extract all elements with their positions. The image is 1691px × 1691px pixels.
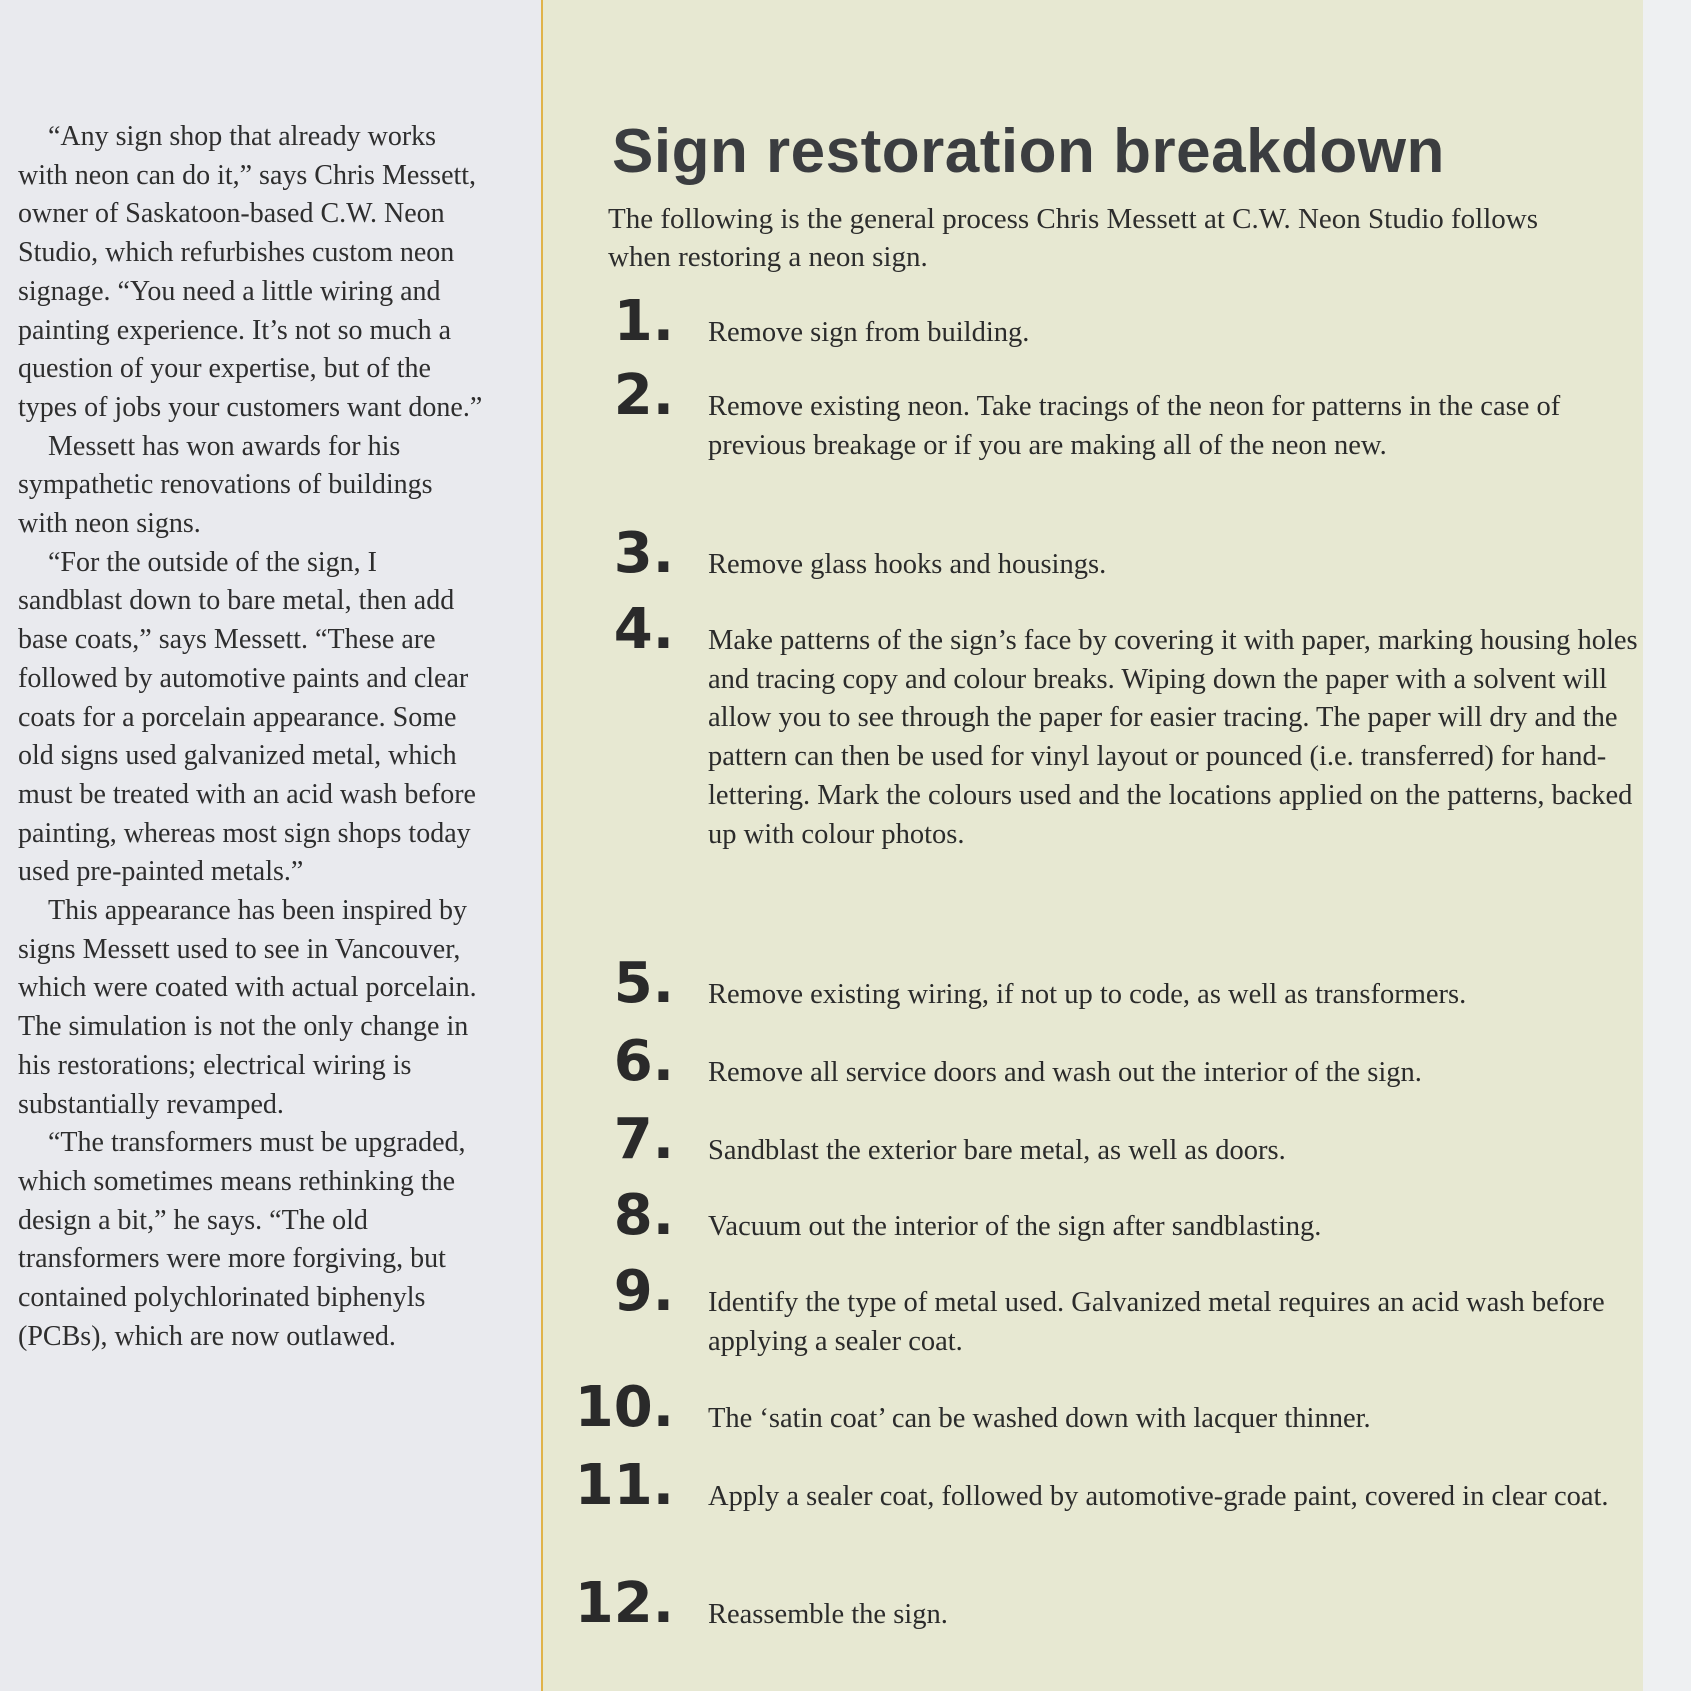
article-paragraph: “Any sign shop that already works with neon can do it,” says Chris Messett, owner of Saskatoon-based C.W. Neon Studio, which refurbishes custom neon signage. “You need a little wiring and painting experience. It’s not so much a question of your expertise, but of the types of jobs your customers want done.” [18,121,483,423]
step-number: 10. [574,1375,674,1440]
step-item [574,1453,1636,1536]
sidebar-intro: The following is the general process Chris Messett at C.W. Neon Studio follows when restoring a neon sign. [608,203,1539,273]
step-item [596,289,1636,372]
article-paragraph: This appearance has been inspired by signs Messett used to see in Vancouver, which were coated with actual porcelain. The simulation is not the only change in his restorations; electrical wiring is substantially revamped. [18,895,477,1120]
step-number: 3. [613,521,674,586]
step-item [596,363,1636,461]
step-item [596,1107,1636,1190]
step-text: Sandblast the exterior bare metal, as well as doors. [708,1135,1286,1166]
step-number: 8. [613,1183,674,1248]
step-text: Remove all service doors and wash out the interior of the sign. [708,1057,1422,1088]
page-edge [1643,0,1691,1691]
step-item [596,1183,1636,1266]
article-paragraph: “The transformers must be upgraded, which sometimes means rethinking the design a bit,” he says. “The old transformers were more forgiving, but contained polychlorinated biphenyls (PCBs), which are now outlawed. [18,1127,466,1352]
step-number: 4. [613,597,674,662]
step-item [574,1571,1636,1654]
step-text: Vacuum out the interior of the sign after sandblasting. [708,1211,1322,1242]
step-item [596,1029,1636,1112]
step-number: 2. [613,363,674,428]
step-number: 6. [613,1029,674,1094]
step-item [596,521,1636,604]
step-number: 9. [613,1259,674,1324]
step-number: 5. [613,951,674,1016]
step-item [596,1259,1636,1357]
step-text: Remove existing wiring, if not up to code, as well as transformers. [708,979,1467,1010]
step-text: Remove sign from building. [708,317,1030,348]
article-body [18,118,488,1357]
step-number: 12. [574,1571,674,1636]
step-text: Remove existing neon. Take tracings of the neon for patterns in the case of previous breakage or if you are making all of the neon new. [708,391,1561,461]
step-item [574,1375,1636,1458]
article-column [0,0,548,1691]
step-number: 1. [613,289,674,354]
step-number: 11. [574,1453,674,1518]
step-item [596,951,1636,1034]
step-text: Reassemble the sign. [708,1599,948,1630]
step-text: Remove glass hooks and housings. [708,549,1107,580]
step-number: 7. [613,1107,674,1172]
article-paragraph: “For the outside of the sign, I sandblast down to bare metal, then add base coats,” says Messett. “These are followed by automotive paints and clear coats for a porcelain appearance. Some old signs used galvanized metal, which must be treated with an acid wash before painting, whereas most sign shops today used pre-painted metals.” [18,546,476,888]
step-item [596,597,1638,850]
sidebar-title: Sign restoration breakdown [612,117,1445,186]
article-paragraph: Messett has won awards for his sympathetic renovations of buildings with neon signs. [18,430,433,540]
step-text: Make patterns of the sign’s face by covering it with paper, marking housing holes and tracing copy and colour breaks. Wiping down the paper with a solvent will allow you to see through the paper for easier tracing. The paper will dry and the pattern can then be used for vinyl layout or pounced (i.e. transferred) for hand-lettering. Mark the colours used and the locations applied on the patterns, backed up with colour photos. [708,625,1638,850]
step-text: The ‘satin coat’ can be washed down with lacquer thinner. [708,1403,1371,1434]
step-text: Apply a sealer coat, followed by automotive-grade paint, covered in clear coat. [708,1481,1609,1512]
step-text: Identify the type of metal used. Galvanized metal requires an acid wash before applying a sealer coat. [708,1287,1605,1357]
